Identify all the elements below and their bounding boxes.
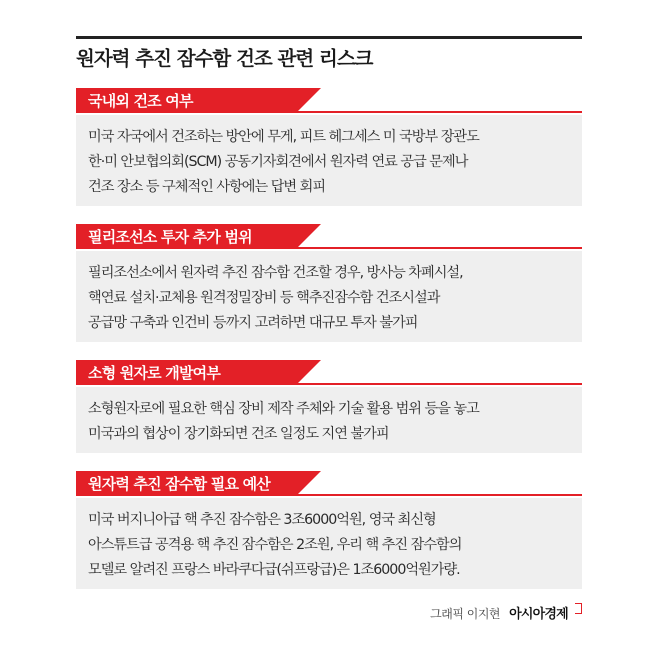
- brand-logo: 아시아경제: [509, 607, 568, 622]
- section-header: [76, 360, 582, 385]
- section-body: [76, 251, 582, 342]
- body-line: 핵연료 설치·교체용 원격정밀장비 등 핵추진잠수함 건조시설과: [88, 290, 440, 306]
- section-header: [76, 471, 582, 496]
- body-line: 필리조선소에서 원자력 추진 잠수함 건조할 경우, 방사능 차폐시설,: [88, 265, 463, 281]
- section-domestic-overseas-construction: [76, 88, 582, 206]
- section-body: [76, 115, 582, 206]
- header-tab-slant: [296, 88, 321, 113]
- brand-mark-icon: [575, 603, 582, 614]
- section-heading: 소형 원자로 개발여부: [88, 364, 221, 382]
- section-heading: 국내외 건조 여부: [88, 92, 193, 110]
- graphic-credit: [430, 603, 582, 622]
- body-line: 공급망 구축과 인건비 등까지 고려하면 대규모 투자 불가피: [88, 315, 418, 331]
- section-header: [76, 88, 582, 113]
- body-line: 한·미 안보협의회(SCM) 공동기자회견에서 원자력 연료 공급 문제나: [88, 154, 468, 170]
- body-line: 미국 버지니아급 핵 추진 잠수함은 3조6000억원, 영국 최신형: [88, 512, 436, 528]
- header-tab-slant: [296, 224, 321, 249]
- section-required-budget: [76, 471, 582, 589]
- body-line: 소형원자로에 필요한 핵심 장비 제작 주체와 기술 활용 범위 등을 놓고: [88, 401, 479, 417]
- header-tab-slant: [296, 471, 321, 496]
- section-small-reactor-development: [76, 360, 582, 453]
- section-heading: 원자력 추진 잠수함 필요 예산: [88, 475, 270, 493]
- page-title: 원자력 추진 잠수함 건조 관련 리스크: [76, 47, 373, 70]
- body-line: 미국 자국에서 건조하는 방안에 무게, 피트 헤그세스 미 국방부 장관도: [88, 129, 479, 145]
- graphic-credit-text: 그래픽 이지현: [430, 607, 501, 621]
- body-line: 모델로 알려진 프랑스 바라쿠다급(쉬프랑급)은 1조6000억원가량.: [88, 562, 460, 578]
- section-header: [76, 224, 582, 249]
- body-line: 건조 장소 등 구체적인 사항에는 답변 회피: [88, 179, 326, 195]
- title-top-rule: [76, 36, 582, 39]
- body-line: 미국과의 협상이 장기화되면 건조 일정도 지연 불가피: [88, 426, 389, 442]
- section-body: [76, 498, 582, 589]
- section-philly-shipyard-investment: [76, 224, 582, 342]
- body-line: 아스튜트급 공격용 핵 추진 잠수함은 2조원, 우리 핵 추진 잠수함의: [88, 537, 462, 553]
- header-tab-slant: [296, 360, 321, 385]
- section-body: [76, 387, 582, 453]
- section-heading: 필리조선소 투자 추가 범위: [88, 228, 252, 246]
